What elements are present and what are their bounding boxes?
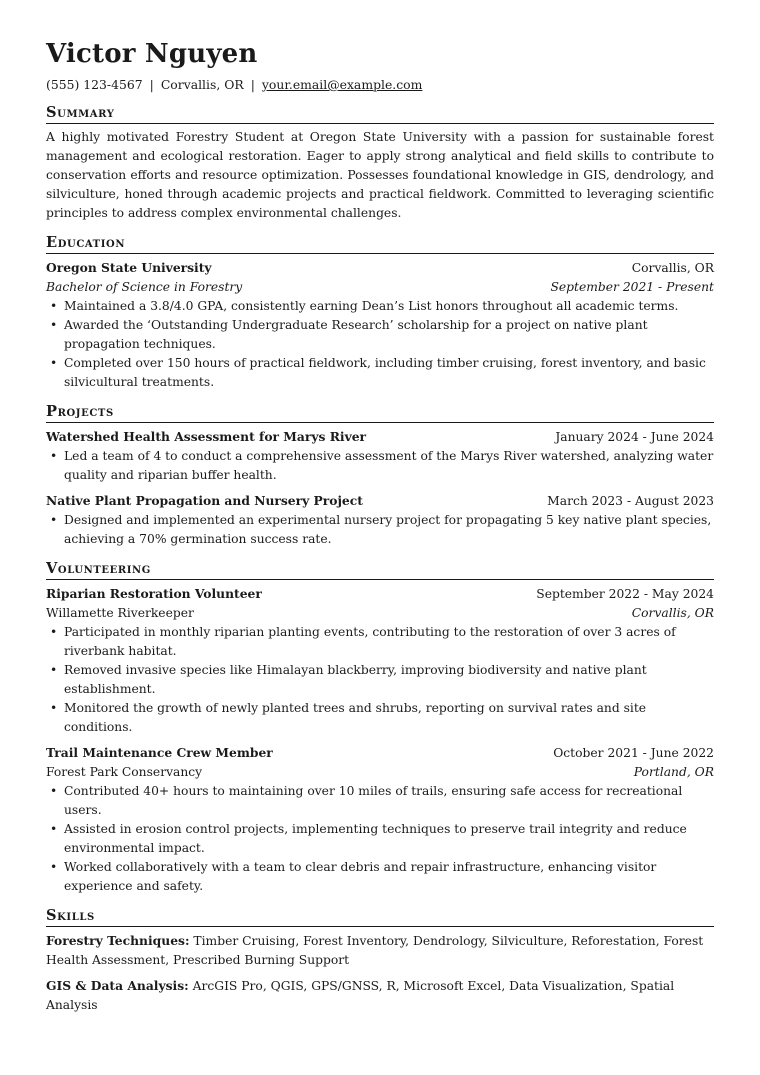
section-title-summary: Summary (46, 103, 714, 124)
list-item: • Worked collaboratively with a team to clear debris and repair infrastructure, enhancing visitor experience and safety. (64, 858, 714, 896)
degree: Bachelor of Science in Forestry (46, 280, 243, 294)
list-item: • Completed over 150 hours of practical fieldwork, including timber cruising, forest inventory, and basic silvicultural treatments. (64, 354, 714, 392)
list-item: • Assisted in erosion control projects, implementing techniques to preserve trail integrity and reduce environmental impact. (64, 820, 714, 858)
project-name: Watershed Health Assessment for Marys River (46, 429, 367, 444)
volunteer-header-row (46, 584, 714, 604)
school-name: Oregon State University (46, 260, 212, 275)
volunteering-section (46, 559, 714, 896)
section-title-education: Education (46, 233, 714, 254)
school-location: Corvallis, OR (631, 261, 714, 275)
volunteer-org-row (46, 604, 714, 623)
volunteer-role: Riparian Restoration Volunteer (46, 586, 262, 601)
volunteer-bullets (46, 623, 714, 737)
volunteer-entry (46, 584, 714, 737)
project-entry (46, 427, 714, 485)
project-bullets (46, 447, 714, 485)
volunteer-location: Corvallis, OR (631, 606, 714, 620)
volunteer-header-row (46, 743, 714, 763)
volunteer-dates: October 2021 - June 2022 (553, 746, 714, 760)
phone-number: (555) 123-4567 (46, 77, 143, 92)
contact-separator: | (149, 77, 154, 92)
list-item: • Designed and implemented an experimental nursery project for propagating 5 key native plant species, achieving a 70% germination success rate. (64, 511, 714, 549)
contact-line (46, 76, 714, 93)
volunteer-location: Portland, OR (633, 765, 714, 779)
skill-group-text: Timber Cruising, Forest Inventory, Dendrology, Silviculture, Reforestation, Forest Health Assessment, Prescribed Burning Support (46, 934, 704, 967)
education-bullets (46, 297, 714, 392)
project-bullets (46, 511, 714, 549)
list-item: • Contributed 40+ hours to maintaining over 10 miles of trails, ensuring safe access for recreational users. (64, 782, 714, 820)
volunteer-bullets (46, 782, 714, 896)
education-header-row (46, 258, 714, 278)
volunteer-org: Forest Park Conservancy (46, 765, 203, 779)
section-title-projects: Projects (46, 402, 714, 423)
volunteer-entry (46, 743, 714, 896)
project-entry (46, 491, 714, 549)
summary-section (46, 103, 714, 223)
project-name: Native Plant Propagation and Nursery Project (46, 493, 363, 508)
section-title-volunteering: Volunteering (46, 559, 714, 580)
email-link[interactable]: your.email@example.com (261, 77, 423, 92)
candidate-name: Victor Nguyen (46, 39, 258, 69)
volunteer-role: Trail Maintenance Crew Member (46, 745, 273, 760)
skill-group-text: ArcGIS Pro, QGIS, GPS/GNSS, R, Microsoft Excel, Data Visualization, Spatial Analysis (46, 979, 675, 1012)
skill-group (46, 976, 714, 1015)
section-title-skills: Skills (46, 906, 714, 927)
education-degree-row (46, 278, 714, 297)
list-item: • Participated in monthly riparian planting events, contributing to the restoration of over 3 acres of riverbank habitat. (64, 623, 714, 661)
list-item: • Awarded the ‘Outstanding Undergraduate Research’ scholarship for a project on native plant propagation techniques. (64, 316, 714, 354)
volunteer-org: Willamette Riverkeeper (46, 606, 194, 620)
education-section (46, 233, 714, 392)
list-item: • Monitored the growth of newly planted trees and shrubs, reporting on survival rates and site conditions. (64, 699, 714, 737)
skill-group-label: GIS & Data Analysis: (46, 978, 189, 993)
project-dates: March 2023 - August 2023 (547, 494, 714, 508)
list-item: • Maintained a 3.8/4.0 GPA, consistently earning Dean’s List honors throughout all academic terms. (64, 297, 714, 316)
location: Corvallis, OR (160, 77, 244, 92)
project-header-row (46, 491, 714, 511)
project-header-row (46, 427, 714, 447)
volunteer-org-row (46, 763, 714, 782)
contact-separator: | (250, 77, 255, 92)
list-item: • Led a team of 4 to conduct a comprehensive assessment of the Marys River watershed, analyzing water quality and riparian buffer health. (64, 447, 714, 485)
project-dates: January 2024 - June 2024 (555, 430, 714, 444)
education-dates: September 2021 - Present (550, 280, 714, 294)
skills-section (46, 906, 714, 1015)
volunteer-dates: September 2022 - May 2024 (536, 587, 714, 601)
summary-text: A highly motivated Forestry Student at Oregon State University with a passion for sustainable forest management and ecological restoration. Eager to apply strong analytical and field skills to contribute to conservation efforts and resource optimization. Possesses foundational knowledge in GIS, dendrology, and silviculture, honed through academic projects and practical fieldwork. Committed to leveraging scientific principles to address complex environmental challenges. (46, 130, 714, 220)
projects-section (46, 402, 714, 549)
skill-group (46, 931, 714, 970)
list-item: • Removed invasive species like Himalayan blackberry, improving biodiversity and native plant establishment. (64, 661, 714, 699)
skill-group-label: Forestry Techniques: (46, 933, 190, 948)
